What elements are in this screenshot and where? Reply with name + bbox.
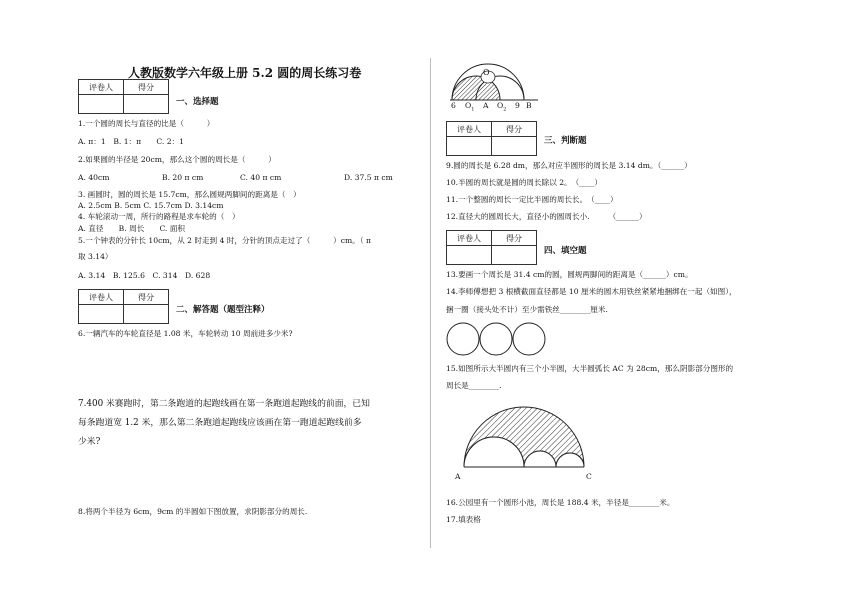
fig-label-o1-letter: O xyxy=(465,101,472,110)
question-3-options: A. 2.5cm B. 5cm C. 15.7cm D. 3.14cm xyxy=(78,201,224,210)
fig15-label-c: C xyxy=(586,472,592,481)
fig-label-o1 xyxy=(465,101,474,115)
question-2-option-a: A. 40cm xyxy=(78,173,110,182)
fig-label-o2 xyxy=(497,101,506,115)
question-17: 17.填表格 xyxy=(446,515,481,524)
fig-label-a: A xyxy=(483,101,489,110)
question-2-option-d: D. 37.5 π cm xyxy=(344,173,393,182)
score-cell[interactable] xyxy=(492,137,537,156)
reviewer-cell[interactable] xyxy=(447,246,492,265)
reviewer-label: 评卷人 xyxy=(447,231,492,246)
question-1: 1.一个圆的周长与直径的比是（ ） xyxy=(78,119,215,128)
question-12: 12.直径大的圆周长大，直径小的圆周长小. （______） xyxy=(446,212,647,221)
question-15-line-2: 周长是________. xyxy=(446,381,502,390)
reviewer-label: 评卷人 xyxy=(79,290,124,305)
fig-label-b: B xyxy=(526,101,532,110)
question-14-line-1: 14.李师傅想把 3 根横截面直径都是 10 厘米的圆木用铁丝紧紧地捆绑在一起（如图）， xyxy=(446,287,737,296)
fig-label-6: 6 xyxy=(451,101,456,110)
question-4: 4. 车轮滚动一周，所行的路程是求车轮的（ ） xyxy=(78,212,240,221)
question-5-options: A. 3.14 B. 125.6 C. 314 D. 628 xyxy=(78,271,211,280)
question-16: 16.公园里有一个圆形小池，周长是 188.4 米，半径是________米。 xyxy=(446,498,675,507)
question-8: 8.将两个半径为 6cm，9cm 的半圆如下图放置，求阴影部分的周长. xyxy=(78,507,308,516)
question-2: 2.如果圆的半径是 20cm，那么这个圆的周长是（ ） xyxy=(78,155,276,164)
page-title: 人教版数学六年级上册 5.2 圆的周长练习卷 xyxy=(128,66,362,80)
score-cell[interactable] xyxy=(492,246,537,265)
reviewer-label: 评卷人 xyxy=(447,122,492,137)
column-divider xyxy=(430,58,431,548)
question-6: 6.一辆汽车的车轮直径是 1.08 米，车轮转动 10 周前进多少米? xyxy=(78,329,293,338)
score-label: 得分 xyxy=(492,231,537,246)
score-cell[interactable] xyxy=(124,95,169,114)
question-2-option-c: C. 40 π cm xyxy=(240,173,282,182)
question-7-line-2: 每条跑道宽 1.2 米，那么第二条跑道起跑线应该画在第一跑道起跑线前多 xyxy=(78,418,362,428)
question-10: 10.半圆的周长就是圆的周长除以 2。 （____） xyxy=(446,178,603,187)
fig15-label-a: A xyxy=(455,472,461,481)
question-9: 9.圆的周长是 6.28 dm，那么对应半圆形的周长是 3.14 dm。（______） xyxy=(446,161,692,170)
score-label: 得分 xyxy=(492,122,537,137)
question-4-options: A. 直径 B. 周长 C. 面积 xyxy=(78,224,186,233)
question-7-line-3: 少米? xyxy=(78,437,101,447)
section-answer-title: 二、解答题（题型注释） xyxy=(176,305,270,315)
reviewer-label: 评卷人 xyxy=(79,80,124,95)
fig-label-o2-sub: 2 xyxy=(503,106,507,113)
fig-label-o1-sub: 1 xyxy=(471,106,475,113)
score-table xyxy=(78,289,169,324)
section-judge-title: 三、判断题 xyxy=(544,136,587,146)
score-label: 得分 xyxy=(124,80,169,95)
score-table xyxy=(446,121,537,156)
nested-semicircles-figure xyxy=(454,395,594,475)
question-13: 13.要画一个周长是 31.4 cm的圆，圆规两脚间的距离是（______）cm。 xyxy=(446,270,693,279)
score-table xyxy=(446,230,537,265)
reviewer-cell[interactable] xyxy=(447,137,492,156)
three-logs-figure xyxy=(446,321,546,357)
question-2-option-b: B. 20 π cm xyxy=(162,173,204,182)
score-label: 得分 xyxy=(124,290,169,305)
fig-label-o2-letter: O xyxy=(497,101,504,110)
question-11: 11.一个整圆的周长一定比半圆的周长长。 （____） xyxy=(446,195,618,204)
question-5-line-1: 5.一个钟表的分针长 10cm，从 2 时走到 4 时，分针的顶点走过了（ ）cm。（ π xyxy=(78,236,371,245)
question-1-options: A. π：1 B. 1：π C. 2：1 xyxy=(78,137,184,146)
score-table xyxy=(78,79,169,114)
fig-label-9: 9 xyxy=(515,101,520,110)
reviewer-cell[interactable] xyxy=(79,305,124,324)
section-fill-title: 四、填空题 xyxy=(544,246,587,256)
question-7-line-1: 7.400 米赛跑时，第二条跑道的起跑线画在第一条跑道起跑线的前面，已知 xyxy=(78,399,370,409)
score-cell[interactable] xyxy=(124,305,169,324)
section-choice-title: 一、选择题 xyxy=(176,97,219,107)
fig-label-o-top: O xyxy=(483,68,490,77)
question-3: 3. 画圆时，圆的周长是 15.7cm，那么圆规两脚间的距离是（ ） xyxy=(78,190,301,199)
question-5-line-2: 取 3.14） xyxy=(78,252,113,261)
reviewer-cell[interactable] xyxy=(79,95,124,114)
question-14-line-2: 捆一圈（接头处不计）至少需铁丝________厘米. xyxy=(446,305,608,314)
question-15-line-1: 15.如图所示大半圆内有三个小半圆，大半圆弧长 AC 为 28cm，那么阴影部分图形的 xyxy=(446,364,734,373)
